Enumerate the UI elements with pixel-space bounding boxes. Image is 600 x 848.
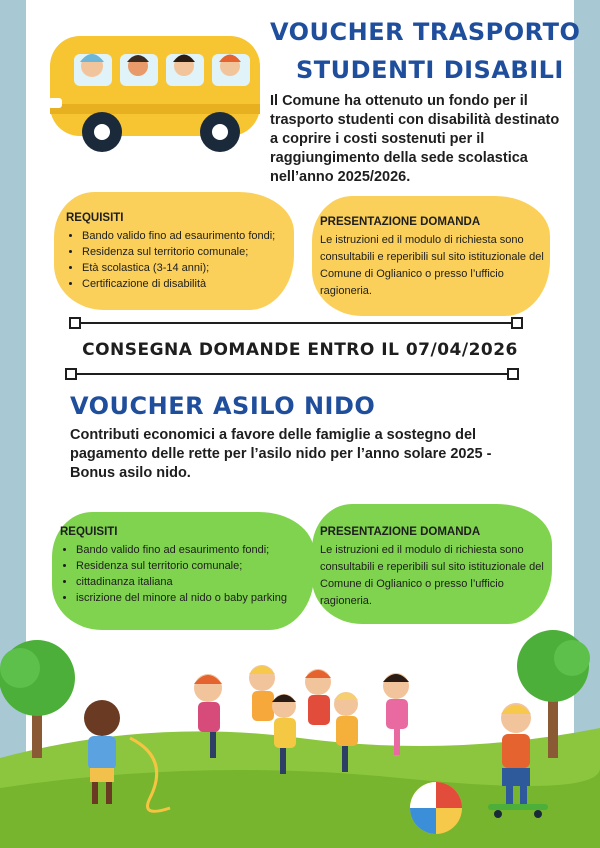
list-item: • cittadinanza italiana	[76, 574, 328, 590]
list-item: • Residenza sul territorio comunale;	[82, 244, 312, 260]
divider-top-right-end	[511, 317, 523, 329]
nursery-requisiti-list	[60, 542, 328, 606]
divider-top-left-end	[69, 317, 81, 329]
bus-title-line2: STUDENTI DISABILI	[296, 56, 564, 84]
bus-intro-text: Il Comune ha ottenuto un fondo per il trasporto studenti con disabilità destinato a coprire i costi sostenuti per il raggiungimento della sede scolastica nell’anno 2025/2026.	[270, 93, 560, 185]
list-item: • Bando valido fino ad esaurimento fondi;	[82, 228, 312, 244]
deadline-banner: CONSEGNA DOMANDE ENTRO IL 07/04/2026	[82, 340, 518, 360]
list-item: • Certificazione di disabilità	[82, 276, 312, 292]
nursery-title: VOUCHER ASILO NIDO	[70, 392, 376, 420]
bus-presentazione-text: Le istruzioni ed il modulo di richiesta sono consultabili e reperibili sul sito istituzionale del Comune di Oglianico o presso l’ufficio ragioneria.	[320, 234, 544, 297]
divider-bottom	[70, 373, 514, 375]
divider-bottom-left-end	[65, 368, 77, 380]
list-item: • Bando valido fino ad esaurimento fondi;	[76, 542, 328, 558]
list-item: • Residenza sul territorio comunale;	[76, 558, 328, 574]
nursery-presentazione-text: Le istruzioni ed il modulo di richiesta sono consultabili e reperibili sul sito istituzionale del Comune di Oglianico o presso l’ufficio ragioneria.	[320, 544, 544, 607]
children-playing-illustration	[0, 618, 600, 848]
nursery-requisiti-heading: REQUISITI	[60, 526, 118, 538]
bus-requisiti-list	[66, 228, 312, 292]
divider-top	[74, 322, 518, 324]
list-item: • iscrizione del minore al nido o baby parking	[76, 590, 328, 606]
list-item: • Età scolastica (3-14 anni);	[82, 260, 312, 276]
nursery-description: Contributi economici a favore delle famiglie a sostegno del pagamento delle rette per l’asilo nido per l’anno solare 2025 - Bonus asilo nido.	[70, 427, 492, 481]
bus-presentazione-heading: PRESENTAZIONE DOMANDA	[320, 216, 481, 228]
bus-requisiti-heading: REQUISITI	[66, 212, 124, 224]
divider-bottom-right-end	[507, 368, 519, 380]
bus-title-line1: VOUCHER TRASPORTO	[270, 18, 581, 46]
nursery-presentazione-heading: PRESENTAZIONE DOMANDA	[320, 526, 481, 538]
